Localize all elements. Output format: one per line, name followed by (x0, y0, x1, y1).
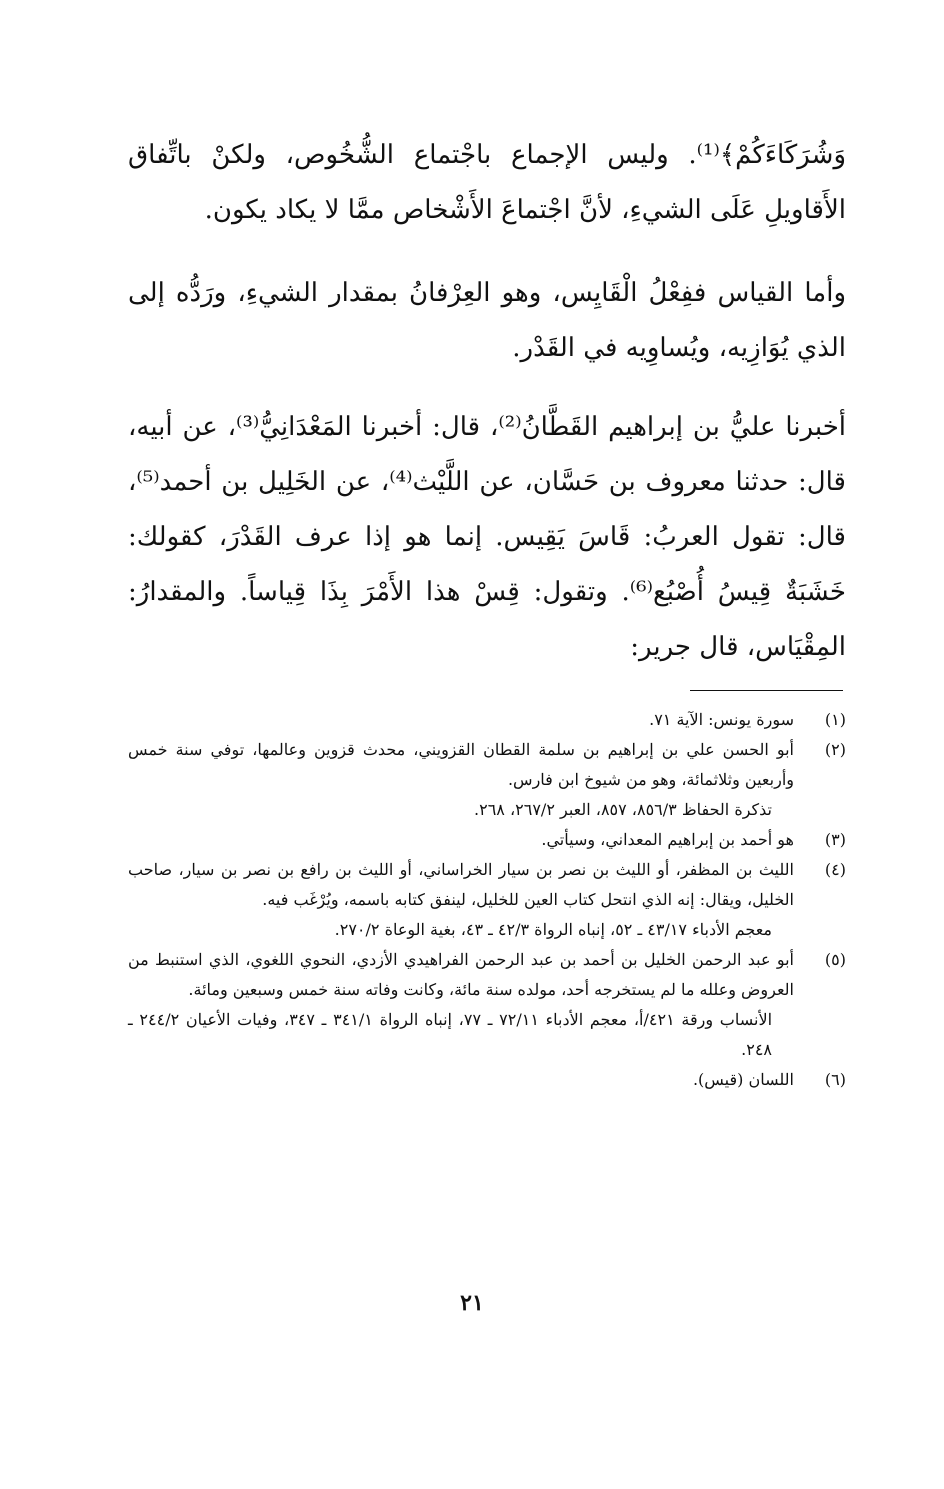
footnote-number: (٤) (824, 860, 846, 879)
footnote-number: (٦) (824, 1070, 846, 1089)
body-paragraph-1 (128, 128, 846, 238)
footnote-6 (128, 1065, 846, 1095)
footnote-5 (128, 945, 846, 1065)
page-number: ٢١ (460, 1290, 484, 1316)
footnote-number: (٥) (824, 950, 846, 969)
footnote-text: أبو عبد الرحمن الخليل بن أحمد بن عبد الرحمن الفراهيدي الأزدي، النحوي اللغوي، الذي استنبط من العروض وعلله ما لم يستخرجه أحد، مولده سنة مائة، وكانت وفاته سنة خمس وسبعين ومائة. (128, 950, 794, 999)
footnote-reference: معجم الأدباء ٤٣/١٧ ـ ٥٢، إنباه الرواة ٤٢/٣ ـ ٤٣، بغية الوعاة ٢٧٠/٢. (334, 920, 772, 939)
footnotes (128, 705, 846, 1095)
footnote-text: أبو الحسن علي بن إبراهيم بن سلمة القطان القزويني، محدث قزوين وعالمها، توفي سنة خمس وأربعين وثلاثمائة، وهو من شيوخ ابن فارس. (128, 740, 794, 789)
footnote-number: (٣) (824, 830, 846, 849)
footnote-body (128, 945, 794, 1065)
footnote-reference: الأنساب ورقة ٤٢١/أ، معجم الأدباء ٧٢/١١ ـ ٧٧، إنباه الرواة ٣٤١/١ ـ ٣٤٧، وفيات الأعيان ٢٤٤/٢ ـ ٢٤٨. (128, 1010, 773, 1059)
footnote-text: هو أحمد بن إبراهيم المعداني، وسيأتي. (541, 830, 794, 849)
footnote-text: اللسان (قيس). (692, 1070, 794, 1089)
footnote-number: (٢) (824, 740, 846, 759)
footnote-4 (128, 855, 846, 945)
footnote-2 (128, 735, 846, 825)
paragraph-text: أخبرنا عليُّ بن إبراهيم القَطَّانُ⁽²⁾، قال: أخبرنا المَعْدَانِيُّ⁽³⁾، عن أبيه، قال: حدثنا معروف بن حَسَّان، عن اللَّيْث⁽⁴⁾، عن الخَلِيل بن أحمد⁽⁵⁾، قال: تقول العربُ: قَاسَ يَقِيس. إنما هو إذا عرف القَدْرَ، كقولك: خَشَبَةٌ قِيسُ أُصْبُع⁽⁶⁾. وتقول: قِسْ هذا الأَمْرَ بِذَا قِياساً. والمقدارُ: المِقْيَاس، قال جرير: (128, 412, 847, 662)
footnote-body (128, 1065, 794, 1095)
body-paragraph-3 (128, 400, 846, 675)
footnote-separator (690, 690, 843, 691)
footnote-body (128, 825, 794, 855)
paragraph-text: وَشُرَكَاءَكُمْ﴾⁽¹⁾. وليس الإجماع باجْتماع الشُّخُوص، ولكنْ باتِّفاق الأَقاويلِ عَلَى الشيءِ، لأنَّ اجْتماعَ الأَشْخاص ممَّا لا يكاد يكون. (128, 140, 846, 225)
footnote-3 (128, 825, 846, 855)
body-paragraph-2 (128, 266, 846, 376)
footnote-body (128, 735, 794, 825)
footnote-number: (١) (824, 710, 846, 729)
footnote-text: سورة يونس: الآية ٧١. (649, 710, 794, 729)
paragraph-text: وأما القياس ففِعْلُ الْقَايِس، وهو العِرْفانُ بمقدار الشيءِ، ورَدُّه إلى الذي يُوَازِيه، ويُساوِيه في القَدْر. (128, 278, 846, 363)
footnote-body (128, 705, 794, 735)
footnote-text: الليث بن المظفر، أو الليث بن نصر بن سيار الخراساني، أو الليث بن رافع بن نصر بن سيار، صاحب الخليل، ويقال: إنه الذي انتحل كتاب العين للخليل، لينفق كتابه باسمه، ويُرْغَب فيه. (128, 860, 794, 909)
footnote-reference: تذكرة الحفاظ ٨٥٦/٣، ٨٥٧، العبر ٢٦٧/٢، ٢٦٨. (474, 800, 772, 819)
footnote-1 (128, 705, 846, 735)
footnote-body (128, 855, 794, 945)
